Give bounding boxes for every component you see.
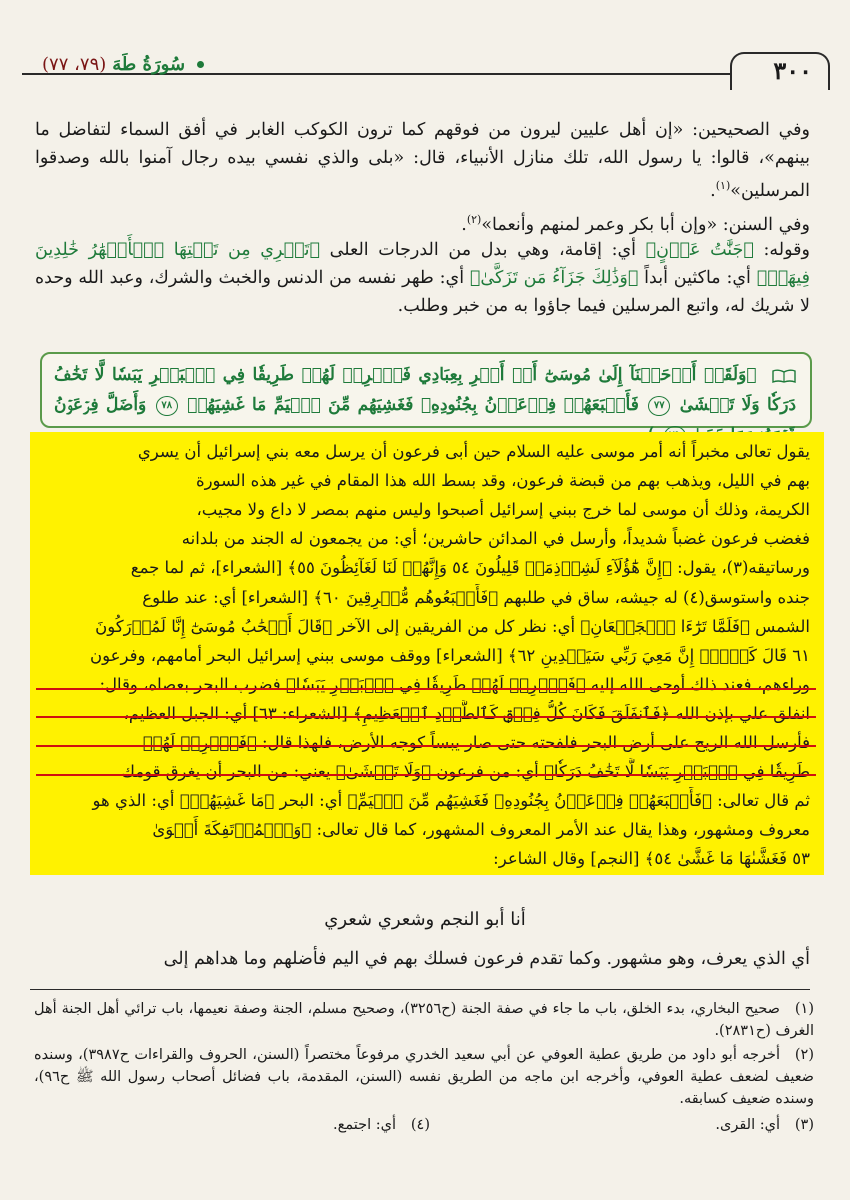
footnote (34, 1044, 814, 1110)
red-underline (36, 716, 816, 718)
tafsir-line: الكريمة، وذلك أن موسى لما خرج ببني إسرائيل أصبحوا وليس منهم بمصر لا داع ولا مجيب، (196, 500, 810, 520)
tafsir-line: بهم في الليل، ويذهب بهم من قبضة فرعون، وقد بسط الله هذا المقام في غير هذه السورة (195, 471, 810, 491)
footnote-separator (30, 989, 810, 990)
tafsir-line: انفلق علي بإذن الله ﴿فَٱنفَلَقَ فَكَانَ كُلُّ فِرۡقٖ كَٱلطَّوۡدِ ٱلۡعَظِيمِ﴾ [الشعراء: ٦٣] أي: الجبل العظيم، (123, 703, 810, 723)
tafsir-line: ٥٣ فَغَشَّىٰهَا مَا غَشَّىٰ ٥٤﴾ [النجم] وقال الشاعر: (493, 849, 810, 869)
lead-word: وقوله: (763, 240, 810, 260)
commentary-text: أي: طهر نفسه من الدنس والخبث والشرك، وعبد الله وحده لا شريك له، واتبع المرسلين فيما جاؤوا به من خبر وطلب. (35, 268, 810, 316)
footnote (130, 1114, 430, 1136)
footnote-text: أي: القرى. (715, 1117, 780, 1133)
footnote-ref: (٢) (466, 213, 482, 226)
footnote-number: (٤) (410, 1117, 430, 1133)
tafsir-line: يقول تعالى مخبراً أنه أمر موسى عليه السلام حين أبى فرعون أن يرسل معه بني إسرائيل أن يسري (137, 442, 810, 461)
page-number: ٣٠٠ (773, 56, 812, 85)
ayah-number: ٧٨ (156, 396, 178, 416)
sura-name: سُورَةُ طَهَ (112, 54, 186, 75)
ayah-number: ٧٧ (648, 396, 670, 416)
paragraph-text: وفي الصحيحين: «إن أهل عليين ليرون من فوقهم كما ترون الكوكب الغابر في أفق السماء لتفاضل ما بينهم»، قالوا: يا رسول الله، تلك منازل الأنبياء، قال: «بلى والذي نفسي بيده رجال آمنوا بالله وصدقوا المرسلين» (35, 120, 810, 201)
tafsir-line: وراءهم، فعند ذلك أوحى الله إليه ﴿فَٱضۡرِبۡ لَهُمۡ طَرِيقٗا فِي ٱلۡبَحۡرِ يَبَسٗا﴾ فضرب البحر بعصاه، وقال: (99, 674, 810, 694)
closing-line: أي الذي يعرف، وهو مشهور. وكما تقدم فرعون فسلك بهم في اليم فأضلهم وما هداهم إلى (163, 949, 810, 969)
bullet-dot-icon (197, 61, 204, 68)
tafsir-line: الشمس ﴿فَلَمَّا تَرَٰٓءَا ٱلۡجَمۡعَانِ﴾ أي: نظر كل من الفريقين إلى الآخر ﴿قَالَ أَصۡحَٰبُ مُوسَىٰٓ إِنَّا لَمُدۡرَكُونَ (95, 616, 810, 636)
footnote-text: صحيح البخاري، بدء الخلق، باب ما جاء في صفة الجنة (ح٣٢٥٦)، وصحيح مسلم، الجنة وصفة نعيمها، باب ترائي أهل الجنة أهل الغرف (ح٢٨٣١). (34, 1001, 814, 1039)
verse-segment: فَأَتۡبَعَهُمۡ فِرۡعَوۡنُ بِجُنُودِهِۦ فَغَشِيَهُم مِّنَ ٱلۡيَمِّ مَا غَشِيَهُمۡ (187, 395, 639, 415)
footnote-number: (٢) (794, 1047, 814, 1063)
tafsir-line: معروف ومشهور، وهذا يقال عند الأمر المعروف المشهور، كما قال تعالى: ﴿وَٱلۡمُؤۡتَفِكَةَ أَهۡوَىٰ (152, 820, 810, 840)
tafsir-line: ٦١ قَالَ كَلَّآۖ إِنَّ مَعِيَ رَبِّي سَيَهۡدِينِ ٦٢﴾ [الشعراء] ووقف موسى ببني إسرائيل البحر أمامهم، وفرعون (90, 645, 810, 665)
quran-quote: ﴿جَنَّٰتُ عَدۡنٍ﴾ (645, 240, 754, 260)
tafsir-line: طَرِيقٗا فِي ٱلۡبَحۡرِ يَبَسٗا لَّا تَخَٰفُ دَرَكٗا﴾ أي: من فرعون ﴿وَلَا تَخۡشَىٰ﴾ يعني: من البحر أن يغرق قومك (121, 762, 810, 782)
paragraph-qawluhu (35, 236, 810, 320)
page-header (22, 46, 830, 96)
footnote-text: أخرجه أبو داود من طريق عطية العوفي عن أبي سعيد الخدري مرفوعاً مختصراً (السنن، الحروف والقراءات ح٣٩٨٧)، وسنده ضعيف لضعف عطية العوفي، وأخرجه ابن ماجه من الطريق نفسه (السنن، المقدمة، باب فضائل أصحاب رسول الله ﷺ ح٩٦)، وسنده ضعيف كسابقه. (34, 1047, 814, 1107)
footnote-number: (٣) (794, 1117, 814, 1133)
open-book-icon (772, 369, 796, 383)
tafsir-line: فغضب فرعون غضباً شديداً، وأرسل في المدائن حاشرين؛ أي: من يجمعون له الجند من بلدانه (181, 529, 810, 549)
footnote-ref: (١) (715, 179, 731, 192)
footnote-number: (١) (794, 1001, 814, 1017)
quran-quote: ﴿وَذَٰلِكَ جَزَآءُ مَن تَزَكَّىٰ﴾ (469, 268, 639, 288)
paragraph-sahihain: وفي الصحيحين: «إن أهل عليين ليرون من فوقهم كما ترون الكوكب الغابر في أفق السماء لتفاضل ما بينهم»، قالوا: يا رسول الله، تلك منازل الأنبياء، قال: «بلى والذي نفسي بيده رجال آمنوا بالله وصدقوا المرسلين»$^{(١)}$. (35, 120, 810, 201)
tafsir-line: فأرسل الله الريح على أرض البحر فلفحته حتى صار يبساً كوجه الأرض، فلهذا قال: ﴿فَٱضۡرِبۡ لَهُمۡ (142, 733, 810, 752)
poem-verse: أنا أبو النجم وشعري شعري (324, 909, 526, 930)
verse-box (40, 352, 812, 428)
tafsir-line: ثم قال تعالى: ﴿فَأَتۡبَعَهُمۡ فِرۡعَوۡنُ بِجُنُودِهِۦ فَغَشِيَهُم مِّنَ ٱلۡيَمِّ﴾ أي: البحر ﴿مَا غَشِيَهُمۡ﴾ أي: الذي هو (92, 791, 810, 811)
red-underline (36, 774, 816, 776)
footnote (34, 998, 814, 1042)
commentary-text: أي: إقامة، وهي بدل من الدرجات العلى (329, 240, 637, 260)
tafsir-line: ورساتيقه(٣)، يقول: ﴿إِنَّ هَٰٓؤُلَآءِ لَشِرۡذِمَةٞ قَلِيلُونَ ٥٤ وَإِنَّهُمۡ لَنَا لَغَآئِظُونَ ٥٥﴾ [الشعراء]، ثم لما جمع (130, 558, 810, 578)
red-underline (36, 745, 816, 747)
verse-range: (٧٩، ٧٧) (42, 54, 107, 75)
quran-quote: ﴿تَجۡرِي مِن تَحۡتِهَا ٱلۡأَنۡهَٰرُ خَٰلِدِينَ فِيهَاۚ﴾ (35, 240, 810, 288)
paragraph-text: وفي السنن: «وإن أبا بكر وعمر لمنهم وأنعما» (481, 214, 810, 235)
verse-segment: ﴿وَلَقَدۡ أَوۡحَيۡنَآ إِلَىٰ مُوسَىٰٓ أَنۡ أَسۡرِ بِعِبَادِي فَٱضۡرِبۡ لَهُمۡ طَرِيقٗا فِي ٱلۡبَحۡرِ يَبَسٗا لَّا تَخَٰفُ دَرَكٗا وَلَا تَخۡشَىٰ (54, 365, 797, 415)
commentary-text: أي: ماكثين أبداً (644, 268, 751, 288)
paragraph-sunan: وفي السنن: «وإن أبا بكر وعمر لمنهم وأنعما»$^{(٢)}$. (461, 213, 810, 235)
sura-title (42, 54, 204, 75)
tafsir-line: جنده واستوسق(٤) له جيشه، ساق في طلبهم ﴿فَأَتۡبَعُوهُم مُّشۡرِقِينَ ٦٠﴾ [الشعراء] أي: عند طلوع (142, 587, 810, 607)
red-underline (36, 688, 816, 690)
footnote (514, 1114, 814, 1136)
footnote-text: أي: اجتمع. (333, 1117, 396, 1133)
verse-segment: وَأَضَلَّ فِرۡعَوۡنُ (54, 395, 147, 415)
